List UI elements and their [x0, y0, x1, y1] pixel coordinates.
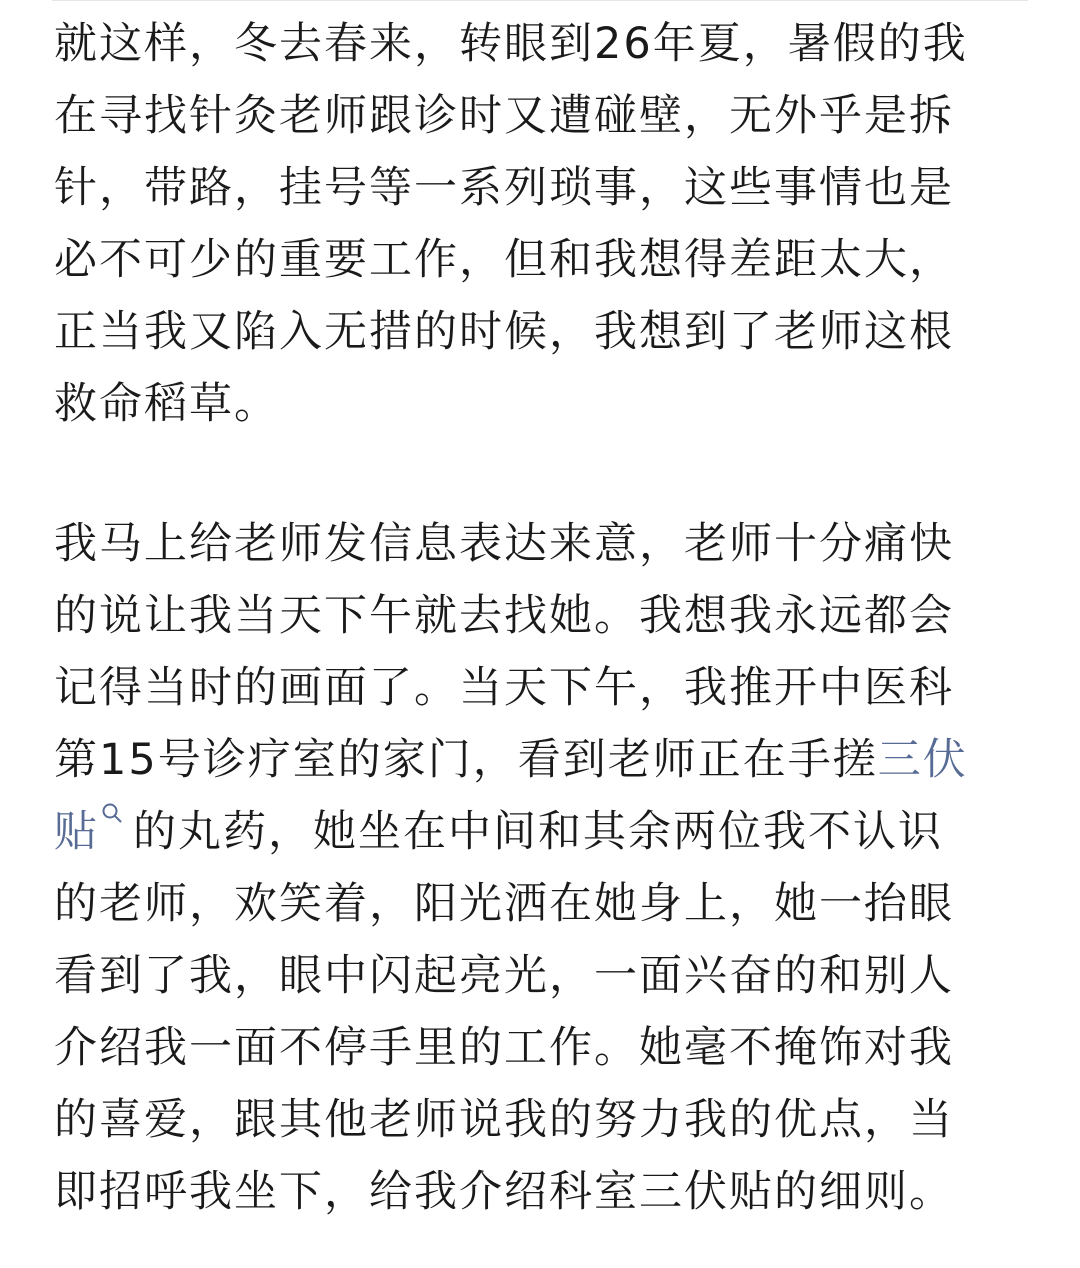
text-line: 的喜爱，跟其他老师说我的努力我的优点，当: [54, 1095, 954, 1145]
text-line: 我马上给老师发信息表达来意，老师十分痛快: [54, 519, 954, 569]
text-line: 在寻找针灸老师跟诊时又遭碰壁，无外乎是拆: [54, 91, 954, 141]
text-line: [54, 796, 1028, 868]
top-divider: [52, 0, 1028, 1]
text-line: 针，带路，挂号等一系列琐事，这些事情也是: [54, 163, 954, 213]
text-segment: 第15号诊疗室的家门，看到老师正在手搓: [54, 735, 878, 785]
paragraph-spacer: [54, 440, 1028, 508]
paragraph-1: [54, 8, 1028, 440]
text-line: 正当我又陷入无措的时候，我想到了老师这根: [54, 307, 954, 357]
text-line: 记得当时的画面了。当天下午，我推开中医科: [54, 663, 954, 713]
text-line: 就这样，冬去春来，转眼到26年夏，暑假的我: [54, 19, 968, 69]
sanfutie-search-link-part1[interactable]: 三伏: [877, 735, 968, 785]
text-line: 看到了我，眼中闪起亮光，一面兴奋的和别人: [54, 951, 954, 1001]
text-line: 即招呼我坐下，给我介绍科室三伏贴的细则。: [54, 1167, 954, 1217]
paragraph-2: [54, 508, 1028, 1228]
search-icon[interactable]: [101, 802, 123, 824]
text-segment: 的丸药，她坐在中间和其余两位我不认识: [133, 807, 943, 857]
text-line: 的说让我当天下午就去找她。我想我永远都会: [54, 591, 954, 641]
article-body: [54, 8, 1028, 1228]
text-line: 介绍我一面不停手里的工作。她毫不掩饰对我: [54, 1023, 954, 1073]
text-line: 救命稻草。: [54, 379, 279, 429]
sanfutie-search-link-part2[interactable]: 贴: [54, 807, 99, 857]
text-line: 必不可少的重要工作，但和我想得差距太大，: [54, 235, 954, 285]
text-line: 的老师，欢笑着，阳光洒在她身上，她一抬眼: [54, 879, 954, 929]
text-line: [54, 724, 1028, 796]
